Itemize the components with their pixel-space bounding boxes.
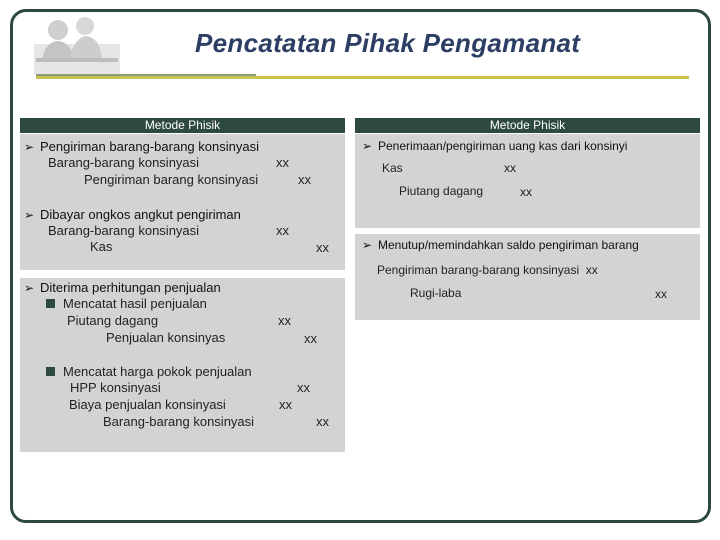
left-section3-heading: ➢ Diterima perhitungan penjualan xyxy=(24,280,221,295)
entry-credit: xx xyxy=(304,331,317,346)
arrow-bullet-icon: ➢ xyxy=(362,139,373,153)
entry-debit: xx xyxy=(276,223,289,238)
left-section1-heading: ➢ Pengiriman barang-barang konsinyasi xyxy=(24,139,259,154)
right-entry-row xyxy=(377,263,598,277)
square-bullet-icon xyxy=(46,367,55,376)
entry-account: Pengiriman barang konsinyasi xyxy=(84,172,259,187)
entry-credit: xx xyxy=(316,240,329,255)
entry-account: Biaya penjualan konsinyasi xyxy=(69,397,226,412)
entry-account: Barang-barang konsinyasi xyxy=(103,414,255,429)
sub-heading-hasil: Mencatat hasil penjualan xyxy=(46,296,207,311)
entry-debit: xx xyxy=(276,155,289,170)
right-section2-heading: ➢ Menutup/memindahkan saldo pengiriman barang xyxy=(362,238,639,252)
square-bullet-icon xyxy=(46,299,55,308)
entry-credit: xx xyxy=(520,185,532,199)
entry-account: Piutang dagang xyxy=(67,313,159,328)
title-underline xyxy=(36,76,689,79)
right-section1-heading: ➢ Penerimaan/pengiriman uang kas dari konsinyi xyxy=(362,139,628,153)
page-title: Pencatatan Pihak Pengamanat xyxy=(195,28,581,58)
arrow-bullet-icon: ➢ xyxy=(24,208,35,222)
entry-account: Kas xyxy=(382,161,403,175)
entry-credit: xx xyxy=(298,172,311,187)
left-section2-heading: ➢ Dibayar ongkos angkut pengiriman xyxy=(24,207,241,222)
entry-account: Penjualan konsinyas xyxy=(106,330,226,345)
entry-credit: xx xyxy=(655,287,667,301)
entry-account: HPP konsinyasi xyxy=(70,380,161,395)
entry-account: Piutang dagang xyxy=(399,184,484,198)
entry-debit: xx xyxy=(297,380,310,395)
people-logo-icon xyxy=(30,14,122,76)
entry-debit: xx xyxy=(279,397,292,412)
entry-debit: xx xyxy=(278,313,291,328)
entry-account: Pengiriman barang-barang konsinyasi xyxy=(377,263,580,277)
left-header: Metode Phisik xyxy=(20,118,345,133)
entry-credit: xx xyxy=(316,414,329,429)
arrow-bullet-icon: ➢ xyxy=(362,238,373,252)
entry-debit: xx xyxy=(585,263,598,277)
entry-account: Barang-barang konsinyasi xyxy=(48,155,200,170)
entry-account: Kas xyxy=(90,239,113,254)
arrow-bullet-icon: ➢ xyxy=(24,140,35,154)
entry-account: Rugi-laba xyxy=(410,286,462,300)
sub-heading-hpp: Mencatat harga pokok penjualan xyxy=(46,364,252,379)
arrow-bullet-icon: ➢ xyxy=(24,281,35,295)
entry-account: Barang-barang konsinyasi xyxy=(48,223,200,238)
right-header: Metode Phisik xyxy=(355,118,700,133)
entry-debit: xx xyxy=(504,161,516,175)
